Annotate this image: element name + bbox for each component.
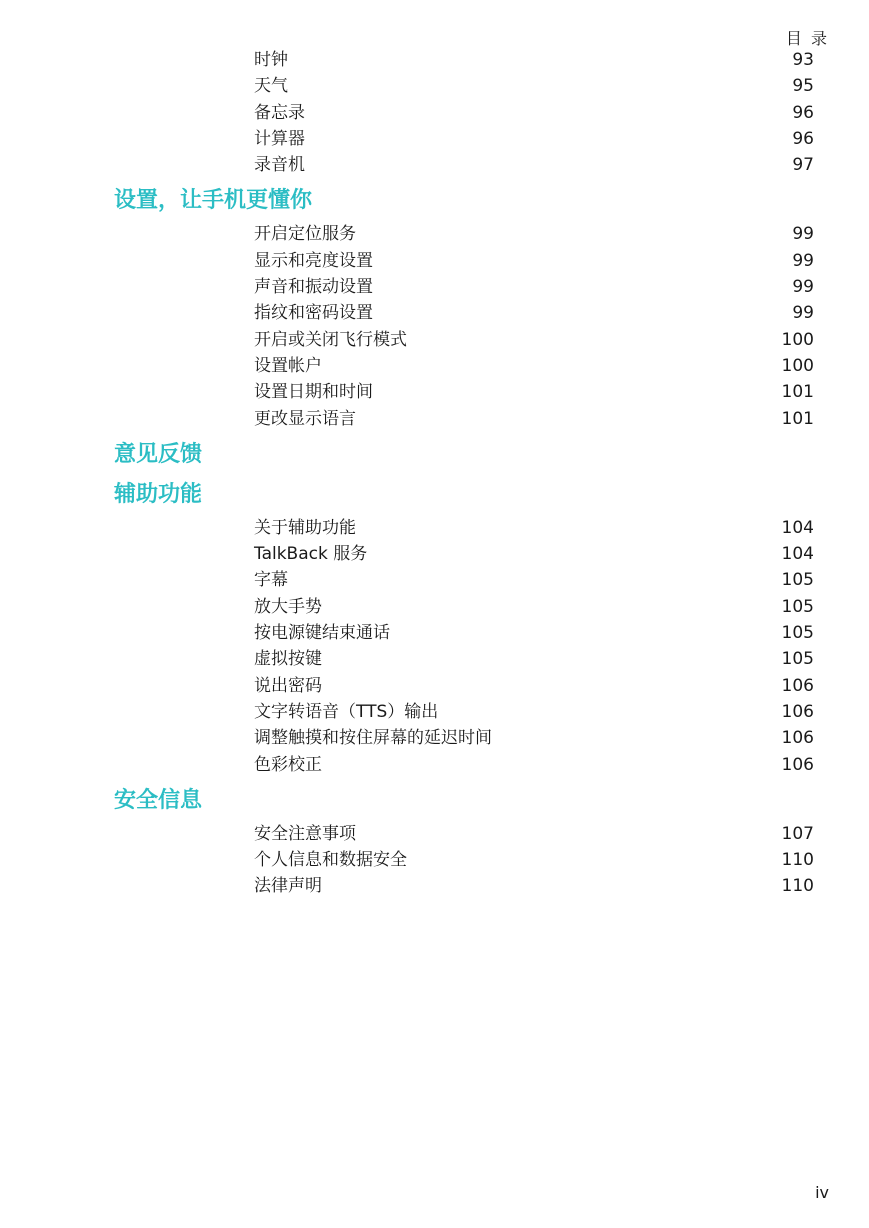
- section-heading[interactable]: 设置，让手机更懂你: [114, 188, 313, 214]
- toc-entry-page: 96: [792, 128, 814, 149]
- toc-entry-title: 设置帐户: [254, 355, 322, 376]
- toc-entry-page: 100: [781, 329, 814, 350]
- toc-entry-page: 99: [792, 224, 814, 245]
- toc-entry-page: 99: [792, 250, 814, 271]
- toc-entry[interactable]: [0, 594, 869, 620]
- toc-entry-page: 105: [781, 623, 814, 644]
- toc-entry-title: 放大手势: [254, 596, 322, 617]
- toc-entry-page: 101: [781, 382, 814, 403]
- toc-entry-title: 显示和亮度设置: [254, 250, 373, 271]
- toc-entry-page: 105: [781, 649, 814, 670]
- toc-entry[interactable]: [0, 353, 869, 379]
- toc-entry-page: 107: [781, 823, 814, 844]
- toc-entry-title: 色彩校正: [254, 754, 322, 775]
- toc-entry-title: 法律声明: [254, 876, 322, 897]
- toc-entry-title: 关于辅助功能: [254, 517, 356, 538]
- toc-entry[interactable]: [0, 221, 869, 247]
- toc-entry[interactable]: [0, 673, 869, 699]
- toc-entry[interactable]: [0, 567, 869, 593]
- toc-entry[interactable]: [0, 699, 869, 725]
- toc-entry[interactable]: [0, 379, 869, 405]
- toc-entry[interactable]: [0, 274, 869, 300]
- section-heading[interactable]: 意见反馈: [114, 441, 203, 467]
- toc-entry-page: 97: [792, 155, 814, 176]
- toc-entry[interactable]: [0, 847, 869, 873]
- toc-entry-title: 天气: [254, 76, 288, 97]
- toc-entry[interactable]: [0, 152, 869, 178]
- toc-entry-title: 个人信息和数据安全: [254, 850, 407, 871]
- toc-entry-title: TalkBack 服务: [254, 544, 368, 565]
- toc-entry-page: 99: [792, 277, 814, 298]
- section-heading[interactable]: 辅助功能: [114, 481, 203, 507]
- toc-entry-page: 101: [781, 408, 814, 429]
- toc-entry-title: 时钟: [254, 50, 288, 70]
- toc-entry[interactable]: [0, 406, 869, 432]
- toc-header-label: 目 录: [785, 29, 829, 48]
- toc-entry-title: 录音机: [254, 155, 305, 176]
- toc-entry-title: 安全注意事项: [254, 823, 356, 844]
- toc-entry-title: 指纹和密码设置: [254, 303, 373, 324]
- table-of-contents: [0, 47, 869, 900]
- toc-entry-page: 93: [792, 50, 814, 70]
- toc-entry[interactable]: [0, 73, 869, 99]
- toc-entry[interactable]: [0, 725, 869, 751]
- toc-entry-title: 开启或关闭飞行模式: [254, 329, 407, 350]
- toc-entry-page: 106: [781, 701, 814, 722]
- toc-entry-page: 96: [792, 102, 814, 123]
- toc-entry[interactable]: [0, 873, 869, 899]
- toc-entry[interactable]: [0, 47, 869, 73]
- toc-entry-page: 99: [792, 303, 814, 324]
- toc-entry[interactable]: [0, 327, 869, 353]
- toc-entry-title: 更改显示语言: [254, 408, 356, 429]
- toc-entry-page: 104: [781, 544, 814, 565]
- toc-entry[interactable]: [0, 620, 869, 646]
- toc-entry-title: 调整触摸和按住屏幕的延迟时间: [254, 728, 492, 749]
- toc-entry-page: 106: [781, 754, 814, 775]
- toc-entry-title: 虚拟按键: [254, 649, 322, 670]
- toc-entry[interactable]: [0, 752, 869, 778]
- toc-entry[interactable]: [0, 646, 869, 672]
- toc-entry[interactable]: [0, 248, 869, 274]
- toc-entry-title: 按电源键结束通话: [254, 623, 390, 644]
- toc-entry-page: 100: [781, 355, 814, 376]
- toc-entry-title: 设置日期和时间: [254, 382, 373, 403]
- toc-entry-page: 110: [781, 876, 814, 897]
- toc-entry-title: 声音和振动设置: [254, 277, 373, 298]
- toc-entry-page: 110: [781, 850, 814, 871]
- toc-entry[interactable]: [0, 515, 869, 541]
- toc-entry-title: 说出密码: [254, 675, 322, 696]
- toc-entry-page: 104: [781, 517, 814, 538]
- toc-entry-title: 文字转语音（TTS）输出: [254, 701, 439, 722]
- toc-entry-page: 95: [792, 76, 814, 97]
- toc-entry[interactable]: [0, 821, 869, 847]
- page-number: iv: [815, 1183, 829, 1202]
- toc-entry-page: 106: [781, 728, 814, 749]
- toc-entry[interactable]: [0, 100, 869, 126]
- toc-entry[interactable]: [0, 300, 869, 326]
- section-heading[interactable]: 安全信息: [114, 787, 203, 813]
- toc-entry-page: 106: [781, 675, 814, 696]
- toc-entry-page: 105: [781, 570, 814, 591]
- toc-entry-title: 字幕: [254, 570, 288, 591]
- toc-entry-title: 备忘录: [254, 102, 305, 123]
- toc-entry-title: 开启定位服务: [254, 224, 356, 245]
- toc-entry[interactable]: [0, 126, 869, 152]
- toc-entry-page: 105: [781, 596, 814, 617]
- toc-entry[interactable]: [0, 541, 869, 567]
- toc-entry-title: 计算器: [254, 128, 305, 149]
